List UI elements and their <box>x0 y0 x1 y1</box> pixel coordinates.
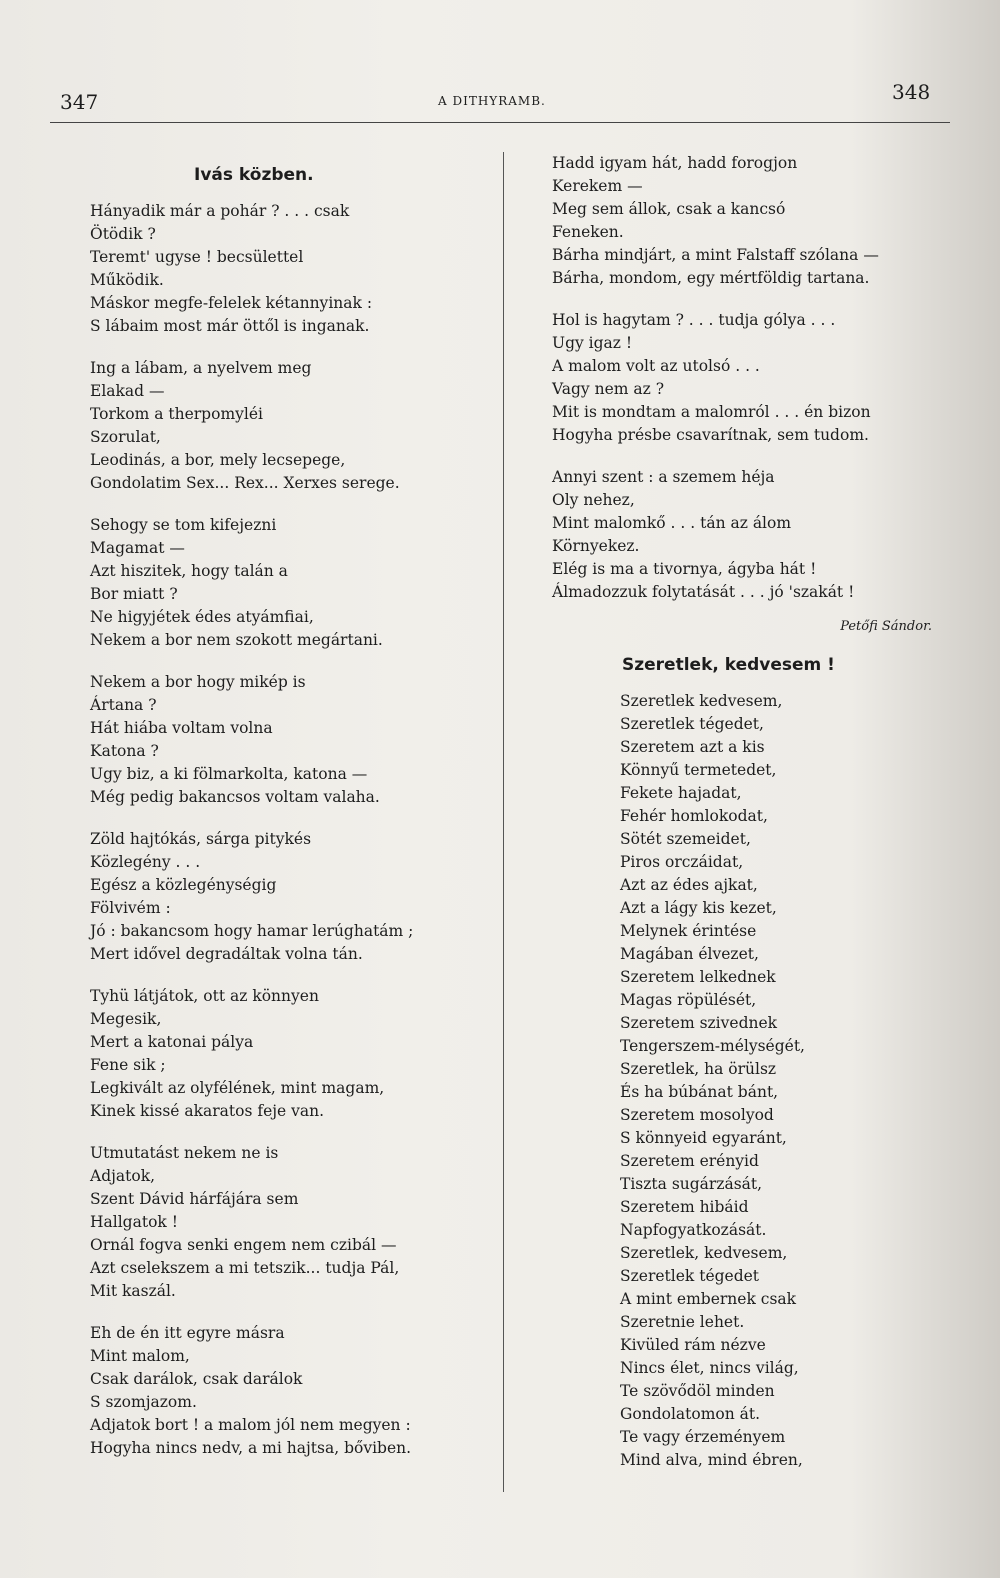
verse-line: Ötödik ? <box>90 225 156 243</box>
verse-line: Katona ? <box>90 742 159 760</box>
verse-line: Piros orczáidat, <box>620 853 744 871</box>
verse-line: Hányadik már a pohár ? . . . csak <box>90 202 350 220</box>
verse-line: A mint embernek csak <box>620 1290 797 1308</box>
verse-line: Ártana ? <box>90 696 157 714</box>
verse-line: Hogyha nincs nedv, a mi hajtsa, bőviben. <box>90 1439 412 1457</box>
stanza <box>90 514 490 652</box>
stanza <box>90 828 490 966</box>
verse-line: Könnyű termetedet, <box>620 761 777 779</box>
verse-line: Ing a lábam, a nyelvem meg <box>90 359 312 377</box>
verse-line: És ha búbánat bánt, <box>620 1083 779 1101</box>
verse-line: Mit kaszál. <box>90 1282 176 1300</box>
verse-line: Szeretem erényid <box>620 1152 759 1170</box>
verse-line: Fene sik ; <box>90 1056 166 1074</box>
verse-line: Fehér homlokodat, <box>620 807 768 825</box>
page-header <box>60 78 960 118</box>
running-title: A DITHYRAMB. <box>438 94 546 108</box>
verse-line: Jó : bakancsom hogy hamar lerúghatám ; <box>90 922 414 940</box>
stanza <box>90 1322 490 1460</box>
verse-line: Te vagy érzeményem <box>620 1428 786 1446</box>
stanza <box>552 309 972 447</box>
verse-line: S könnyeid egyaránt, <box>620 1129 787 1147</box>
verse-line: Sehogy se tom kifejezni <box>90 516 277 534</box>
author-signature: Petőfi Sándor. <box>840 619 932 634</box>
verse-line: Hallgatok ! <box>90 1213 178 1231</box>
verse-line: Szeretem mosolyod <box>620 1106 774 1124</box>
poem-title-szeretlek: Szeretlek, kedvesem ! <box>622 655 835 675</box>
verse-line: Eh de én itt egyre másra <box>90 1324 285 1342</box>
verse-line: Csak darálok, csak darálok <box>90 1370 303 1388</box>
verse-line: Megesik, <box>90 1010 162 1028</box>
verse-line: Szeretem szivednek <box>620 1014 778 1032</box>
verse-line: Fölvivém : <box>90 899 171 917</box>
verse-line: Melynek érintése <box>620 922 757 940</box>
verse-line: A malom volt az utolsó . . . <box>552 357 760 375</box>
verse-line: Bor miatt ? <box>90 585 178 603</box>
verse-line: Te szövődöl minden <box>620 1382 775 1400</box>
verse-line: Nekem a bor hogy mikép is <box>90 673 306 691</box>
column-divider <box>503 152 504 1492</box>
stanza <box>90 200 490 338</box>
verse-line: Tiszta sugárzását, <box>620 1175 763 1193</box>
verse-line: Egész a közlegénységig <box>90 876 277 894</box>
verse-line: Feneken. <box>552 223 624 241</box>
stanza <box>552 152 972 290</box>
verse-line: Közlegény . . . <box>90 853 201 871</box>
verse-line: Sötét szemeidet, <box>620 830 751 848</box>
verse-line: Nekem a bor nem szokott megártani. <box>90 631 383 649</box>
verse-line: Hol is hagytam ? . . . tudja gólya . . . <box>552 311 836 329</box>
verse-line: Szeretnie lehet. <box>620 1313 745 1331</box>
verse-line: Kerekem — <box>552 177 643 195</box>
verse-line: Utmutatást nekem ne is <box>90 1144 279 1162</box>
verse-line: Szeretem azt a kis <box>620 738 765 756</box>
verse-line: Hogyha présbe csavarítnak, sem tudom. <box>552 426 869 444</box>
header-rule <box>50 122 950 123</box>
verse-line: Működik. <box>90 271 164 289</box>
verse-line: Magamat — <box>90 539 185 557</box>
verse-line: Adjatok bort ! a malom jól nem megyen : <box>90 1416 411 1434</box>
verse-line: Magában élvezet, <box>620 945 759 963</box>
stanza <box>552 466 972 604</box>
poem-szeretlek-lines <box>552 690 972 1472</box>
left-column <box>90 162 490 1479</box>
verse-line: Környekez. <box>552 537 640 555</box>
poem-ivas-kozben-left-part <box>90 200 490 1460</box>
verse-line: Azt a lágy kis kezet, <box>620 899 777 917</box>
verse-line: Szeretlek tégedet, <box>620 715 764 733</box>
poem-title-ivas-kozben: Ivás közben. <box>194 165 314 185</box>
verse-line: Ne higyjétek édes atyámfiai, <box>90 608 314 626</box>
verse-line: Nincs élet, nincs világ, <box>620 1359 799 1377</box>
verse-line: Szeretlek tégedet <box>620 1267 760 1285</box>
verse-line: Napfogyatkozását. <box>620 1221 767 1239</box>
verse-line: Mind alva, mind ébren, <box>620 1451 803 1469</box>
verse-line: Ugy igaz ! <box>552 334 633 352</box>
verse-line: Bárha, mondom, egy mértföldig tartana. <box>552 269 870 287</box>
page-number-left: 347 <box>60 90 99 114</box>
verse-line: Kinek kissé akaratos feje van. <box>90 1102 325 1120</box>
stanza <box>90 985 490 1123</box>
verse-line: Ugy biz, a ki fölmarkolta, katona — <box>90 765 368 783</box>
verse-line: Szeretlek kedvesem, <box>620 692 783 710</box>
verse-line: Mit is mondtam a malomról . . . én bizon <box>552 403 871 421</box>
stanza <box>90 671 490 809</box>
verse-line: Fekete hajadat, <box>620 784 742 802</box>
verse-line: Ornál fogva senki engem nem czibál — <box>90 1236 397 1254</box>
stanza <box>90 1142 490 1303</box>
verse-line: Azt hiszitek, hogy talán a <box>90 562 288 580</box>
verse-line: Annyi szent : a szemem héja <box>552 468 775 486</box>
verse-line: Azt az édes ajkat, <box>620 876 758 894</box>
verse-line: Hadd igyam hát, hadd forogjon <box>552 154 798 172</box>
verse-line: Még pedig bakancsos voltam valaha. <box>90 788 380 806</box>
verse-line: Mert a katonai pálya <box>90 1033 254 1051</box>
verse-line: Tengerszem-mélységét, <box>620 1037 805 1055</box>
verse-line: Oly nehez, <box>552 491 635 509</box>
verse-line: Azt cselekszem a mi tetszik... tudja Pál, <box>90 1259 400 1277</box>
verse-line: Torkom a therpomyléi <box>90 405 263 423</box>
verse-line: Szeretem hibáid <box>620 1198 749 1216</box>
right-column <box>552 152 972 1472</box>
verse-line: Zöld hajtókás, sárga pitykés <box>90 830 312 848</box>
verse-line: Szorulat, <box>90 428 161 446</box>
verse-line: Legkivált az olyfélének, mint magam, <box>90 1079 385 1097</box>
poem-ivas-kozben-right-part <box>552 152 972 604</box>
verse-line: Szeretlek, ha örülsz <box>620 1060 777 1078</box>
verse-line: Hát hiába voltam volna <box>90 719 273 737</box>
verse-line: S szomjazom. <box>90 1393 197 1411</box>
verse-line: Szent Dávid hárfájára sem <box>90 1190 299 1208</box>
verse-line: Szeretem lelkednek <box>620 968 776 986</box>
verse-line: Álmadozzuk folytatását . . . jó 'szakát ! <box>552 583 855 601</box>
verse-line: Elég is ma a tivornya, ágyba hát ! <box>552 560 817 578</box>
verse-line: Adjatok, <box>90 1167 156 1185</box>
verse-line: Szeretlek, kedvesem, <box>620 1244 788 1262</box>
page-number-right: 348 <box>892 80 931 104</box>
verse-line: S lábaim most már öttől is inganak. <box>90 317 370 335</box>
verse-line: Mint malom, <box>90 1347 190 1365</box>
verse-line: Meg sem állok, csak a kancsó <box>552 200 786 218</box>
verse-line: Vagy nem az ? <box>552 380 665 398</box>
verse-line: Mert idővel degradáltak volna tán. <box>90 945 363 963</box>
verse-line: Gondolatim Sex... Rex... Xerxes serege. <box>90 474 400 492</box>
verse-line: Mint malomkő . . . tán az álom <box>552 514 792 532</box>
verse-line: Máskor megfe-felelek kétannyinak : <box>90 294 373 312</box>
verse-line: Magas röpülését, <box>620 991 757 1009</box>
verse-line: Elakad — <box>90 382 165 400</box>
stanza <box>90 357 490 495</box>
verse-line: Kivüled rám nézve <box>620 1336 766 1354</box>
verse-line: Teremt' ugyse ! becsülettel <box>90 248 304 266</box>
verse-line: Tyhü látjátok, ott az könnyen <box>90 987 319 1005</box>
verse-line: Leodinás, a bor, mely lecsepege, <box>90 451 346 469</box>
verse-line: Gondolatomon át. <box>620 1405 761 1423</box>
verse-line: Bárha mindjárt, a mint Falstaff szólana — <box>552 246 879 264</box>
